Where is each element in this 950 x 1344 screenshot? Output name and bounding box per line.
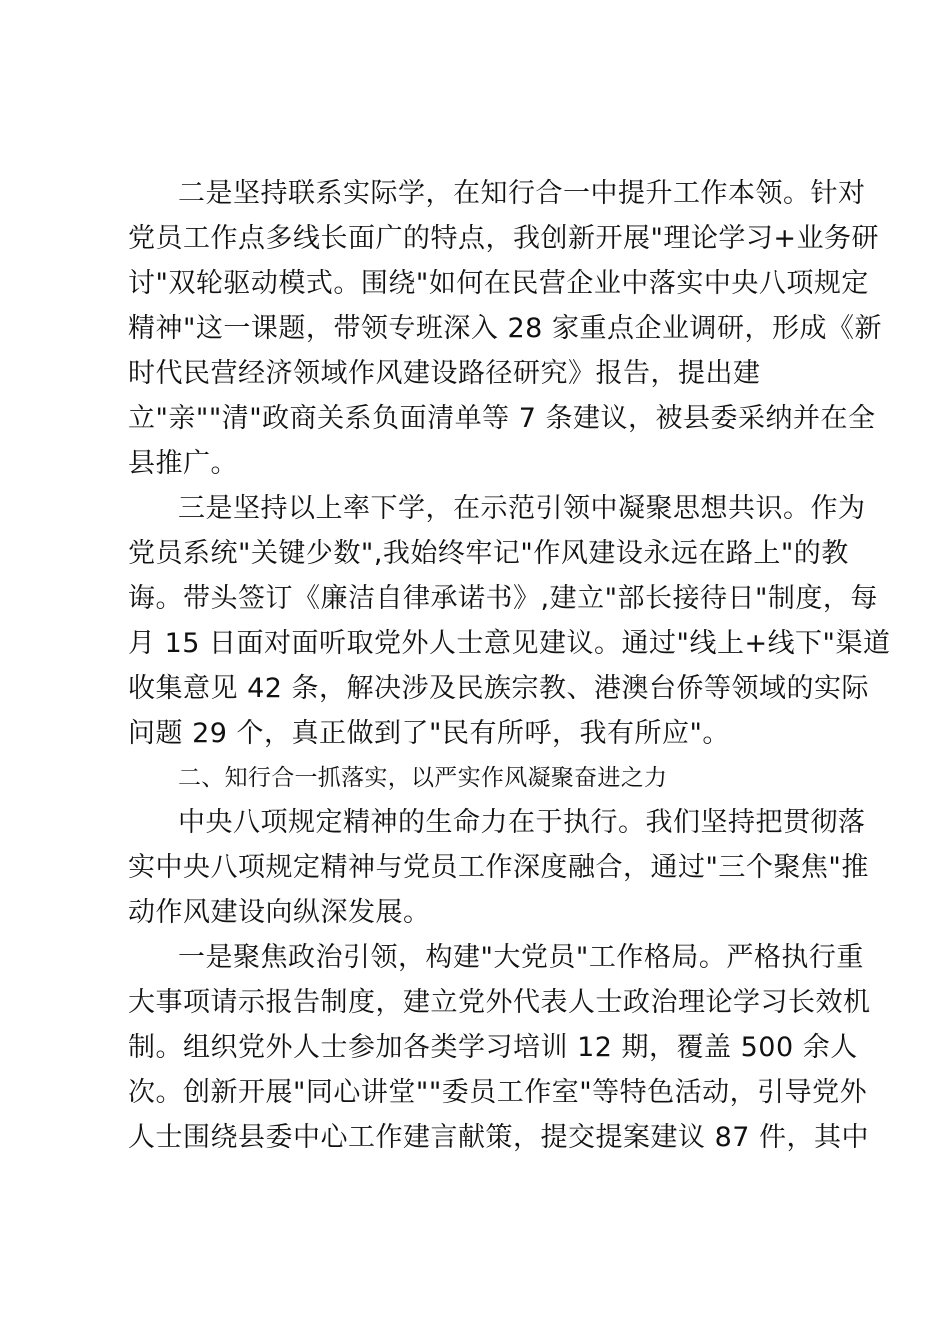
paragraph-4-line-4: 次。创新开展"同心讲堂""委员工作室"等特色活动，引导党外 — [128, 1077, 868, 1108]
paragraph-4-line-5: 人士围绕县委中心工作建言献策，提交提案建议 87 件，其中 — [128, 1122, 870, 1153]
paragraph-2-line-2: 党员系统"关键少数",我始终牢记"作风建设永远在路上"的教 — [128, 538, 849, 569]
paragraph-1-line-3: 讨"双轮驱动模式。围绕"如何在民营企业中落实中央八项规定 — [128, 268, 869, 299]
paragraph-1-line-7: 县推广。 — [128, 448, 238, 479]
paragraph-4-line-3: 制。组织党外人士参加各类学习培训 12 期，覆盖 500 余人 — [128, 1032, 858, 1063]
paragraph-2-line-1: 三是坚持以上率下学，在示范引领中凝聚思想共识。作为 — [178, 493, 866, 524]
paragraph-3-line-2: 实中央八项规定精神与党员工作深度融合，通过"三个聚焦"推 — [128, 852, 869, 883]
paragraph-1-line-2: 党员工作点多线长面广的特点，我创新开展"理论学习+业务研 — [128, 223, 880, 254]
paragraph-2-line-3: 诲。带头签订《廉洁自律承诺书》,建立"部长接待日"制度，每 — [128, 583, 878, 614]
paragraph-2-line-5: 收集意见 42 条，解决涉及民族宗教、港澳台侨等领域的实际 — [128, 673, 870, 704]
paragraph-1-line-1: 二是坚持联系实际学，在知行合一中提升工作本领。针对 — [178, 178, 866, 209]
paragraph-4-line-2: 大事项请示报告制度，建立党外代表人士政治理论学习长效机 — [128, 987, 871, 1018]
section-heading: 二、知行合一抓落实，以严实作风凝聚奋进之力 — [178, 765, 668, 791]
paragraph-1-line-5: 时代民营经济领域作风建设路径研究》报告，提出建 — [128, 358, 761, 389]
paragraph-3-line-3: 动作风建设向纵深发展。 — [128, 897, 431, 928]
paragraph-2-line-6: 问题 29 个，真正做到了"民有所呼，我有所应"。 — [128, 718, 730, 749]
paragraph-3-line-1: 中央八项规定精神的生命力在于执行。我们坚持把贯彻落 — [178, 807, 866, 838]
paragraph-1-line-6: 立"亲""清"政商关系负面清单等 7 条建议，被县委采纳并在全 — [128, 403, 876, 434]
paragraph-4-line-1: 一是聚焦政治引领，构建"大党员"工作格局。严格执行重 — [178, 942, 864, 973]
paragraph-1-line-4: 精神"这一课题，带领专班深入 28 家重点企业调研，形成《新 — [128, 313, 882, 344]
paragraph-2-line-4: 月 15 日面对面听取党外人士意见建议。通过"线上+线下"渠道 — [128, 628, 891, 659]
